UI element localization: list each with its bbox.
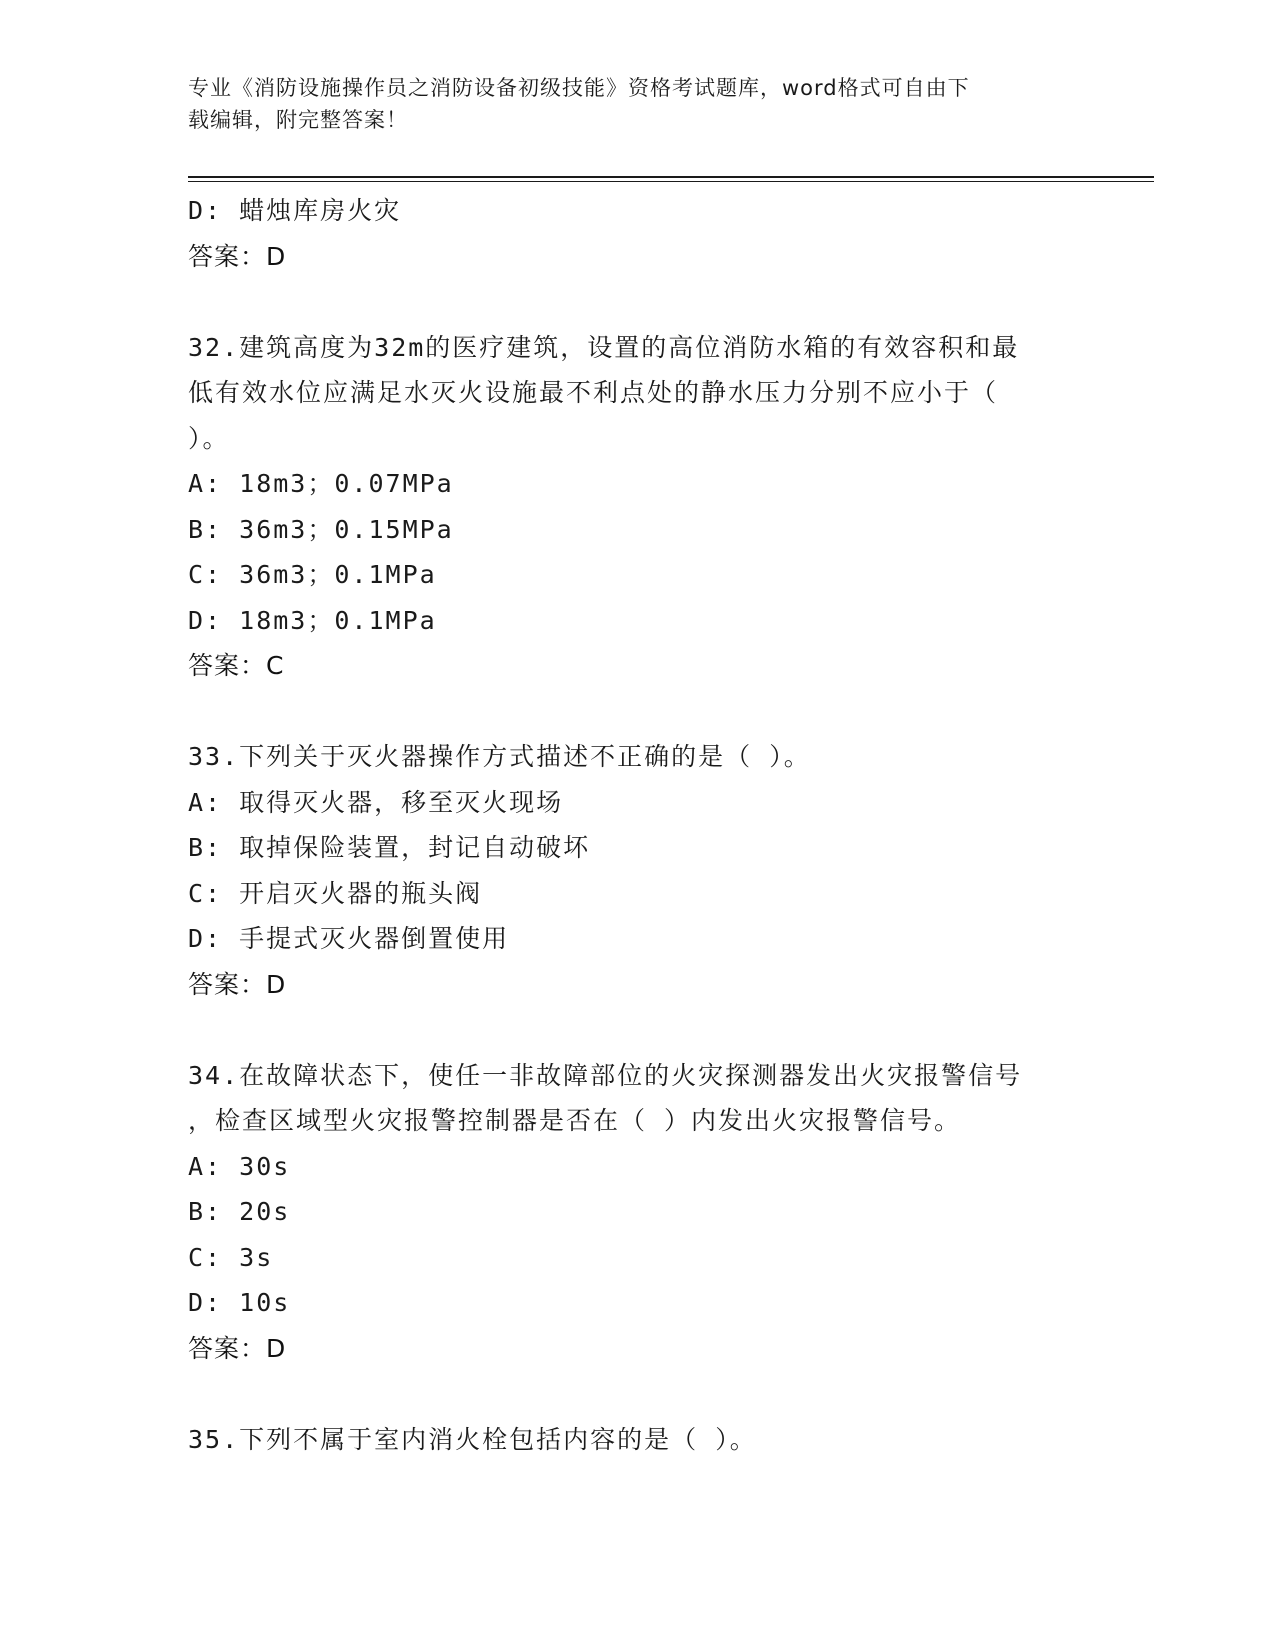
page-header — [188, 72, 1068, 136]
option-a: A: 18m3；0.07MPa — [188, 469, 454, 498]
option-b: B: 36m3；0.15MPa — [188, 514, 454, 544]
prev-question-option-d: D: 蜡烛库房火灾 — [188, 196, 402, 225]
question-34 — [188, 1053, 1088, 1372]
question-33 — [188, 734, 1088, 1007]
option-c: C: 36m3；0.1MPa — [188, 560, 437, 589]
question-stem-line: 33.下列关于灭火器操作方式描述不正确的是（ ）。 — [188, 742, 811, 771]
question-stem-line: 34.在故障状态下，使任一非故障部位的火灾探测器发出火灾报警信号 — [188, 1060, 1023, 1090]
question-stem-line: ，检查区域型火灾报警控制器是否在（ ）内发出火灾报警信号。 — [188, 1106, 962, 1135]
answer: 答案：D — [188, 969, 287, 999]
option-d: D: 手提式灭火器倒置使用 — [188, 924, 510, 953]
option-d: D: 18m3；0.1MPa — [188, 605, 437, 635]
question-stem-line: ）。 — [188, 423, 230, 453]
option-c: C: 3s — [188, 1242, 274, 1272]
question-stem-line: 32.建筑高度为32m的医疗建筑，设置的高位消防水箱的有效容积和最 — [188, 332, 1020, 362]
option-a: A: 30s — [188, 1151, 291, 1181]
option-c: C: 开启灭火器的瓶头阀 — [188, 878, 483, 908]
spacer — [188, 689, 1088, 735]
answer: 答案：C — [188, 651, 285, 680]
option-d: D: 10s — [188, 1288, 291, 1317]
question-32 — [188, 325, 1088, 689]
question-stem-line: 35.下列不属于室内消火栓包括内容的是（ ）。 — [188, 1424, 757, 1454]
spacer — [188, 279, 1088, 325]
spacer — [188, 1371, 1088, 1417]
option-b: B: 取掉保险装置，封记自动破坏 — [188, 833, 591, 862]
header-line-2: 载编辑，附完整答案！ — [188, 108, 408, 132]
option-b: B: 20s — [188, 1197, 291, 1226]
spacer — [188, 1007, 1088, 1053]
header-divider-thick — [188, 176, 1154, 178]
question-35 — [188, 1417, 1088, 1463]
question-list — [188, 188, 1088, 1462]
question-stem-line: 低有效水位应满足水灭火设施最不利点处的静水压力分别不应小于（ — [188, 378, 999, 407]
option-a: A: 取得灭火器，移至灭火现场 — [188, 787, 564, 817]
header-line-1: 专业《消防设施操作员之消防设备初级技能》资格考试题库，word格式可自由下 — [188, 76, 970, 100]
header-divider-thin — [188, 181, 1154, 182]
answer: 答案：D — [188, 1333, 287, 1363]
prev-question-answer: 答案：D — [188, 241, 287, 271]
